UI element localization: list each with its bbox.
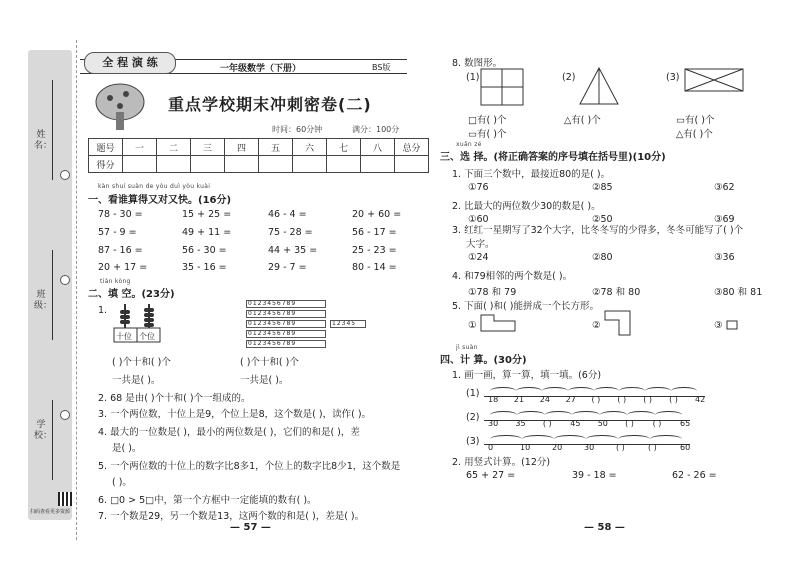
time-label: 时间：60分钟 (272, 125, 323, 134)
page-number-right: — 58 — (584, 522, 625, 533)
sec3-q3-option[interactable]: ②80 (592, 252, 613, 263)
sec2-pinyin: tián kòng (100, 278, 131, 285)
tree-illustration-icon (92, 82, 148, 132)
score-cell[interactable] (123, 156, 157, 173)
sec3-q1-option[interactable]: ③62 (714, 182, 735, 193)
qr-code-icon[interactable] (58, 492, 72, 506)
qr-caption: 扫码查看更多资源 (30, 509, 71, 515)
q8-answer-3b: △有( )个 (676, 129, 713, 140)
jump-arc (568, 387, 594, 395)
sec2-q4-line2: 是( )。 (112, 443, 142, 454)
number-line-tick-label: 27 (565, 395, 576, 404)
q8-title: 8. 数图形。 (452, 58, 503, 69)
sec3-title: 三、选 择。(将正确答案的序号填在括号里)(10分) (440, 152, 666, 163)
sec2-q2: 2. 68 是由( )个十和( )个一组成的。 (98, 393, 251, 404)
counter-strip: 0123456789 (246, 340, 326, 348)
arith-problem: 46 - 4 = (268, 209, 307, 220)
jump-arc (545, 411, 572, 419)
score-cell[interactable] (157, 156, 191, 173)
abacus-ones-label: 个位 (139, 332, 155, 341)
sec2-q1-line2: 一共是( )。 (112, 375, 161, 386)
jump-arc (522, 435, 554, 443)
score-cell[interactable] (293, 156, 327, 173)
arith-problem: 75 - 28 = (268, 227, 313, 238)
jump-arc (671, 387, 697, 395)
counter-strip: 0123456789 (246, 300, 326, 308)
number-line-tick-label: 30 (488, 419, 499, 428)
score-header-cell: 四 (225, 139, 259, 156)
sec3-q5-option[interactable]: ③ (714, 320, 723, 331)
sec3-q2-option[interactable]: ②50 (592, 214, 613, 225)
number-line-tick-label: 10 (520, 443, 531, 452)
jump-arc (586, 435, 618, 443)
q8-answer-1b: ▭有( )个 (468, 129, 507, 140)
number-line-blank[interactable]: ( ) (652, 419, 662, 428)
abacus-tens-label: 十位 (116, 332, 132, 341)
arith-problem: 25 - 23 = (352, 245, 397, 256)
score-header-cell: 题号 (89, 139, 123, 156)
sec2-q5-line2: ( )。 (112, 477, 132, 488)
score-header-cell: 六 (293, 139, 327, 156)
score-header-cell: 八 (361, 139, 395, 156)
sec3-q3-line2: 大字。 (466, 239, 495, 250)
sec2-q1-line1b: ( )个十和( )个 (240, 357, 299, 368)
arith-problem: 87 - 16 = (98, 245, 143, 256)
number-line-tick-label: 20 (552, 443, 563, 452)
score-header-cell: 三 (191, 139, 225, 156)
jump-arc (650, 435, 682, 443)
sec2-q1-number: 1. (98, 305, 108, 316)
score-row-label: 得分 (89, 156, 123, 173)
calc-problem: 39 - 18 = (572, 470, 617, 481)
arith-problem: 20 + 17 = (98, 262, 148, 273)
number-line-blank[interactable]: ( ) (616, 443, 625, 452)
sec2-q1-line2b: 一共是( )。 (240, 375, 289, 386)
number-line-blank[interactable]: ( ) (617, 395, 627, 404)
binding-hole (60, 275, 70, 285)
jump-arc (600, 411, 627, 419)
sec3-q5-option[interactable]: ① (468, 320, 477, 331)
q8-answer-2a: △有( )个 (564, 115, 601, 126)
arith-problem: 35 - 16 = (182, 262, 227, 273)
jump-arc (516, 387, 542, 395)
school-line (52, 400, 53, 480)
shape-piece-2-icon (604, 310, 632, 336)
sec2-q6: 6. □0 > 5□中，第一个方框中一定能填的数有( )。 (98, 495, 317, 506)
grid-square-figure-icon (480, 68, 524, 106)
arith-problem: 78 - 30 = (98, 209, 143, 220)
arith-problem: 15 + 25 = (182, 209, 232, 220)
sec3-q2-option[interactable]: ③69 (714, 214, 735, 225)
score-header-cell: 一 (123, 139, 157, 156)
sec4-q1: 1. 画一画，算一算，填一填。(6分) (452, 370, 602, 381)
sec3-q2-option[interactable]: ①60 (468, 214, 489, 225)
l-shape-piece-icon (480, 314, 516, 332)
number-line-blank[interactable]: ( ) (643, 395, 653, 404)
calc-problem: 62 - 26 = (672, 470, 717, 481)
jump-arc (490, 435, 522, 443)
arith-problem: 20 + 60 = (352, 209, 402, 220)
counter-strip: 0123456789 (246, 320, 326, 328)
cut-line (76, 40, 77, 540)
edition-label: BS版 (372, 63, 391, 72)
number-line-tick-label: 50 (597, 419, 608, 428)
sec4-title: 四、计 算。(30分) (440, 355, 527, 366)
sec3-q3-line1: 3. 红红一星期写了32个大字，比冬冬写的少得多，冬冬可能写了( )个 (452, 225, 744, 236)
name-label: 姓名： (34, 130, 53, 151)
grade-label: 一年级数学（下册） (220, 64, 302, 74)
binding-hole (60, 410, 70, 420)
number-line-blank[interactable]: ( ) (625, 419, 634, 428)
score-cell[interactable] (395, 156, 429, 173)
jump-arc (554, 435, 586, 443)
score-table (88, 138, 429, 173)
sec3-q4-option[interactable]: ①78 和 79 (468, 287, 517, 298)
sec3-q1: 1. 下面三个数中，最接近80的是( )。 (452, 169, 611, 180)
sec3-q1-option[interactable]: ②85 (592, 182, 613, 193)
binding-strip (28, 50, 72, 520)
arith-problem: 44 + 35 = (268, 245, 318, 256)
sec3-q3-option[interactable]: ①24 (468, 252, 489, 263)
sec2-q3: 3. 一个两位数，十位上是9，个位上是8，这个数是( )，读作( )。 (98, 409, 372, 420)
number-line-tick-label: 65 (680, 419, 691, 428)
jump-arc (594, 387, 620, 395)
sec4-q2: 2. 用竖式计算。(12分) (452, 457, 551, 468)
arith-problem: 56 - 17 = (352, 227, 397, 238)
jump-arc (619, 387, 645, 395)
calc-problem: 65 + 27 = (466, 470, 516, 481)
name-line (52, 80, 53, 180)
score-header-cell: 五 (259, 139, 293, 156)
arith-problem: 49 + 11 = (182, 227, 232, 238)
counter-strip: 0123456789 (246, 330, 326, 338)
score-cell[interactable] (327, 156, 361, 173)
sec1-pinyin: kàn shuí suàn de yòu duì yòu kuài (98, 183, 211, 190)
jump-arc (572, 411, 599, 419)
number-line-blank[interactable]: ( ) (591, 395, 601, 404)
sec2-q7: 7. 一个数是29，另一个数是13，这两个数的和是( )，差是( )。 (98, 511, 365, 522)
jump-arc (655, 411, 682, 419)
score-header-cell: 二 (157, 139, 191, 156)
score-header-cell: 总分 (395, 139, 429, 156)
exam-title: 重点学校期末冲刺密卷(二) (168, 95, 372, 114)
number-line-tick-label: 42 (695, 395, 706, 404)
sec2-q1-line1: ( )个十和( )个 (112, 357, 171, 368)
number-line-blank[interactable]: ( ) (669, 395, 678, 404)
score-row (89, 156, 429, 173)
full-score-label: 满分：100分 (352, 125, 400, 134)
jump-arc (517, 411, 544, 419)
sec3-q4-option[interactable]: ③80 和 81 (714, 287, 763, 298)
number-line-blank[interactable]: ( ) (542, 419, 552, 428)
q8-label-2: (2) (562, 72, 576, 83)
sec3-q4-option[interactable]: ②78 和 80 (592, 287, 641, 298)
q8-label-1: (1) (466, 72, 480, 83)
binding-hole (60, 170, 70, 180)
sec2-q5-line1: 5. 一个两位数的十位上的数字比8多1，个位上的数字比8少1，这个数是 (98, 461, 401, 472)
rectangle-x-figure-icon (684, 68, 744, 92)
sec3-pinyin: xuǎn zé (456, 141, 482, 148)
sec3-q2: 2. 比最大的两位数少30的数是( )。 (452, 201, 601, 212)
counter-strip-short: 12345 (330, 320, 366, 328)
page-number-left: — 57 — (230, 522, 271, 533)
sec3-q5: 5. 下面( )和( )能拼成一个长方形。 (452, 301, 599, 312)
score-cell[interactable] (191, 156, 225, 173)
sec3-q1-option[interactable]: ①76 (468, 182, 489, 193)
small-rect-piece-icon (726, 320, 738, 330)
class-label: 班级： (34, 290, 53, 311)
q8-answer-3a: ▭有( )个 (676, 115, 715, 126)
q8-answer-1a: □有( )个 (468, 115, 507, 126)
numberline-label-3: (3) (466, 436, 480, 447)
numberline-label-2: (2) (466, 412, 480, 423)
score-cell[interactable] (361, 156, 395, 173)
arith-problem: 56 - 30 = (182, 245, 227, 256)
number-line-blank[interactable]: ( ) (648, 443, 657, 452)
jump-arc (490, 411, 517, 419)
sec1-title: 一、看谁算得又对又快。(16分) (88, 195, 232, 206)
numberline-label-1: (1) (466, 388, 480, 399)
number-line-tick-label: 35 (515, 419, 526, 428)
jump-arc (618, 435, 650, 443)
sec2-q4-line1: 4. 最大的一位数是( )，最小的两位数是( )，它们的和是( )，差 (98, 427, 360, 438)
sec4-pinyin: jì suàn (456, 344, 478, 351)
number-line-tick-label: 21 (513, 395, 525, 404)
number-line-tick-label: 0 (488, 443, 494, 452)
brand-logo: 全 程 演 练 (84, 52, 176, 74)
arith-problem: 29 - 7 = (268, 262, 307, 273)
arith-problem: 80 - 14 = (352, 262, 397, 273)
school-label: 学校： (34, 420, 53, 441)
number-line-tick-label: 30 (584, 443, 595, 452)
number-line-tick-label: 24 (539, 395, 550, 404)
sec2-title: 二、填 空。(23分) (88, 289, 175, 300)
sec3-q3-option[interactable]: ③36 (714, 252, 735, 263)
sec3-q5-option[interactable]: ② (592, 320, 601, 331)
jump-arc (645, 387, 671, 395)
jump-arc (542, 387, 568, 395)
triangle-figure-icon (578, 66, 620, 106)
score-cell[interactable] (225, 156, 259, 173)
jump-arc (490, 387, 516, 395)
number-line-tick-label: 45 (570, 419, 581, 428)
number-line-tick-label: 60 (680, 443, 691, 452)
score-header-cell: 七 (327, 139, 361, 156)
score-cell[interactable] (259, 156, 293, 173)
number-line-tick-label: 18 (488, 395, 499, 404)
jump-arc (627, 411, 654, 419)
class-line (52, 250, 53, 340)
counter-strip: 0123456789 (246, 310, 326, 318)
q8-label-3: (3) (666, 72, 680, 83)
score-header-row (89, 139, 429, 156)
sec3-q4: 4. 和79相邻的两个数是( )。 (452, 271, 573, 282)
arith-problem: 57 - 9 = (98, 227, 137, 238)
